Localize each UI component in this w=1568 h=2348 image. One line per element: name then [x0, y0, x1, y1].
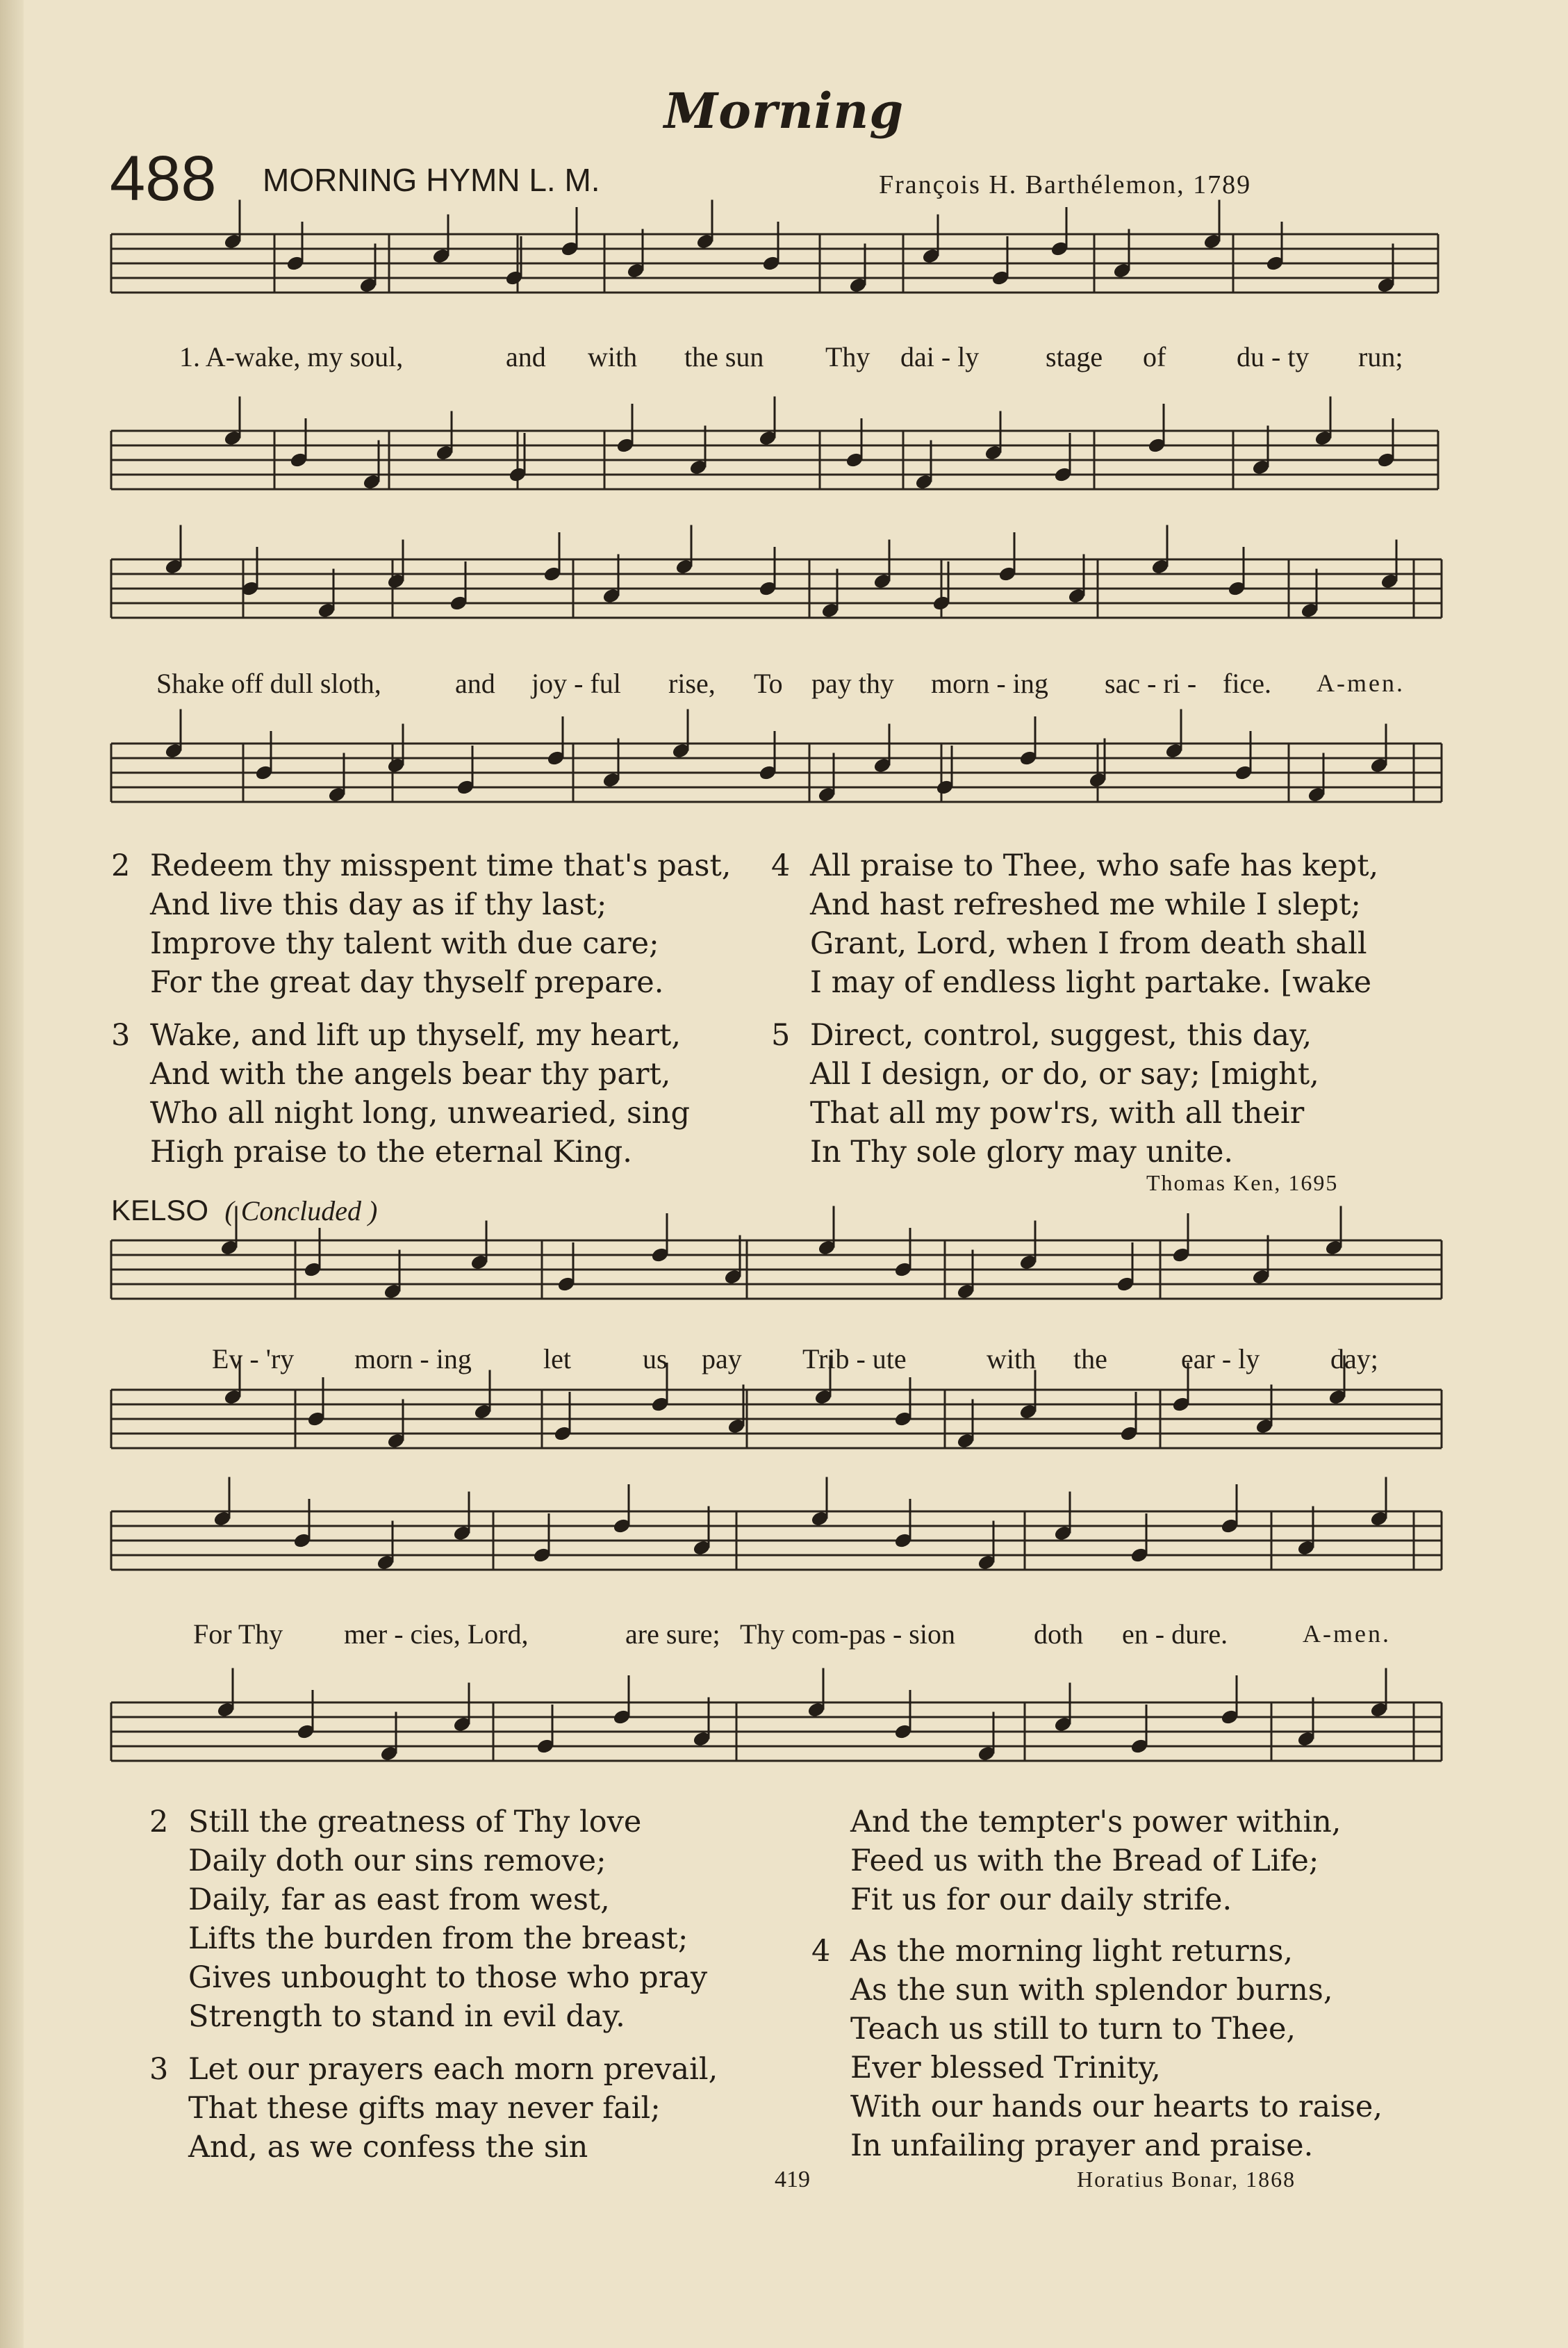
lyric-syllable: the [1073, 1343, 1107, 1374]
lyric-syllable: run; [1358, 341, 1403, 372]
kelso-verse-4 [811, 1932, 1383, 2165]
lyric-syllable: morn - ing [354, 1343, 472, 1374]
lyric-syllable: Trib - ute [802, 1343, 907, 1374]
lyric-syllable: the sun [684, 341, 764, 372]
hymn488-verse-5 [771, 1016, 1319, 1172]
hymn488-verse-4 [771, 846, 1378, 1002]
verse-line: For the great day thyself prepare. [150, 965, 664, 1000]
verse-line: That these gifts may never fail; [188, 2091, 661, 2126]
lyric-syllable: of [1143, 341, 1166, 372]
kelso-author: Horatius Bonar, 1868 [1077, 2167, 1296, 2192]
lyric-syllable: dai - ly [900, 341, 980, 372]
lyric-syllable: pay thy [811, 668, 894, 699]
verse-line: Let our prayers each morn prevail, [188, 2052, 718, 2087]
verse-line: Ever blessed Trinity, [850, 2051, 1161, 2085]
verse-line: Daily doth our sins remove; [188, 1844, 606, 1878]
kelso-verse-2 [149, 1803, 707, 2036]
verse-line: Lifts the burden from the breast; [188, 1921, 688, 1956]
verse-line: In unfailing prayer and praise. [850, 2128, 1314, 2163]
verse-line: I may of endless light partake. [wake [810, 965, 1372, 1000]
lyric-syllable: joy - ful [531, 668, 621, 699]
kelso-concluded: ( Concluded ) [224, 1195, 378, 1226]
verse-line: And with the angels bear thy part, [150, 1057, 671, 1092]
verse-line: Daily, far as east from west, [188, 1882, 610, 1917]
lyric-syllable: and [455, 668, 495, 699]
lyric-syllable: To [754, 668, 783, 699]
kelso-heading [111, 1194, 377, 1227]
verse-line: In Thy sole glory may unite. [810, 1135, 1234, 1169]
lyric-syllable: Ev - 'ry [212, 1343, 295, 1374]
verse-number: 2 [111, 848, 131, 883]
verse-line: Wake, and lift up thyself, my heart, [150, 1018, 681, 1053]
verse-line: And live this day as if thy last; [150, 887, 607, 922]
section-title: Morning [663, 82, 905, 140]
verse-line: Redeem thy misspent time that's past, [150, 848, 732, 883]
page-number: 419 [775, 2167, 810, 2192]
hymn488-amen: A-men. [1317, 669, 1405, 697]
lyric-syllable: let [543, 1343, 571, 1374]
lyric-syllable: du - ty [1237, 341, 1310, 372]
hymn488-verse-2 [111, 846, 731, 1002]
lyric-syllable: with [987, 1343, 1037, 1374]
kelso-verse-3-continued [811, 1803, 1341, 1919]
lyric-syllable: pay [702, 1343, 742, 1374]
lyric-syllable: morn - ing [931, 668, 1048, 699]
hymn488-author: Thomas Ken, 1695 [1146, 1170, 1339, 1195]
lyric-syllable: sac - ri - [1105, 668, 1197, 699]
lyric-syllable: fice. [1223, 668, 1271, 699]
kelso-verse-3 [149, 2050, 718, 2167]
tune-name: MORNING HYMN L. M. [263, 162, 600, 198]
lyric-syllable: us [643, 1343, 668, 1374]
verse-number: 4 [811, 1934, 831, 1969]
verse-number: 3 [149, 2052, 169, 2087]
verse-line: Strength to stand in evil day. [188, 1999, 625, 2034]
verse-line: Still the greatness of Thy love [188, 1805, 642, 1839]
verse-line: Teach us still to turn to Thee, [850, 2012, 1296, 2046]
lyric-syllable: day; [1330, 1343, 1378, 1374]
verse-line: And, as we confess the sin [188, 2130, 588, 2165]
lyric-syllable: Thy com-pas - sion [740, 1618, 955, 1650]
lyric-syllable: Thy [825, 341, 870, 372]
lyric-syllable: 1. A-wake, my soul, [179, 341, 404, 372]
verse-line: Gives unbought to those who pray [188, 1960, 708, 1995]
verse-line: That all my pow'rs, with all their [810, 1096, 1305, 1131]
lyric-syllable: For Thy [193, 1618, 283, 1650]
verse-line: Improve thy talent with due care; [150, 926, 659, 961]
lyric-syllable: doth [1034, 1618, 1084, 1650]
verse-line: Who all night long, unwearied, sing [150, 1096, 691, 1131]
lyric-syllable: en - dure. [1122, 1618, 1228, 1650]
lyric-syllable: Shake off dull sloth, [156, 668, 381, 699]
composer-credit: François H. Barthélemon, 1789 [879, 170, 1252, 199]
verse-line: And hast refreshed me while I slept; [810, 887, 1361, 922]
verse-line: All praise to Thee, who safe has kept, [810, 848, 1379, 883]
verse-line: Feed us with the Bread of Life; [850, 1844, 1319, 1878]
kelso-label: KELSO [111, 1194, 209, 1226]
verse-number: 4 [771, 848, 791, 883]
verse-line: As the sun with splendor burns, [850, 1973, 1333, 2008]
verse-line: High praise to the eternal King. [150, 1135, 632, 1169]
lyric-syllable: mer - cies, Lord, [344, 1618, 529, 1650]
lyric-syllable: are sure; [625, 1618, 720, 1650]
verse-line: With our hands our hearts to raise, [850, 2090, 1383, 2124]
verse-line: Fit us for our daily strife. [850, 1882, 1232, 1917]
lyric-syllable: stage [1046, 341, 1103, 372]
hymn-number: 488 [110, 143, 217, 214]
verse-line: All I design, or do, or say; [might, [810, 1057, 1319, 1092]
lyric-syllable: rise, [668, 668, 716, 699]
verse-line: And the tempter's power within, [850, 1805, 1342, 1839]
lyric-syllable: and [506, 341, 546, 372]
verse-number: 2 [149, 1805, 169, 1839]
verse-number: 3 [111, 1018, 131, 1053]
hymn488-verse-3 [111, 1016, 690, 1172]
verse-line: As the morning light returns, [850, 1934, 1294, 1969]
kelso-amen: A-men. [1303, 1620, 1391, 1648]
verse-number: 5 [771, 1018, 791, 1053]
lyric-syllable: ear - ly [1181, 1343, 1260, 1374]
verse-line: Direct, control, suggest, this day, [810, 1018, 1312, 1053]
verse-line: Grant, Lord, when I from death shall [810, 926, 1367, 961]
lyric-syllable: with [588, 341, 638, 372]
